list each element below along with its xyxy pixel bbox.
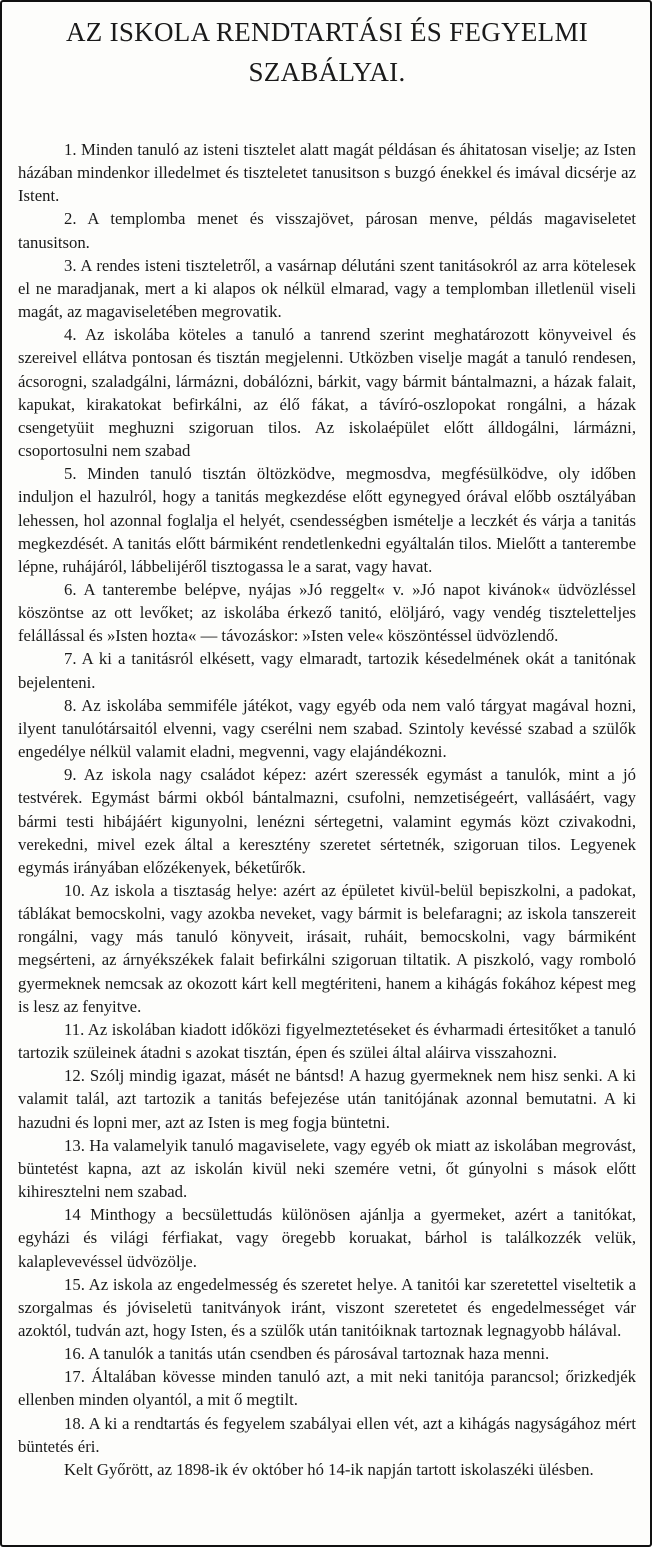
rules-list xyxy=(18,138,636,1458)
document-title xyxy=(18,12,636,92)
rule-14: 14 Minthogy a becsülettudás különösen ajánlja a gyermeket, azért a tanitókat, egyházi és világi férfiakat, vagy öregebb koruakat, bárhol is találkozzék velük, kalaplevevéssel üdvözölje. xyxy=(18,1205,636,1271)
rule-1: 1. Minden tanuló az isteni tisztelet alatt magát példásan és áhitatosan viselje; az Isten házában mindenkor illedelmet és tiszteletet tanusitson s buzgó énekkel és imával dicsérje az Istent. xyxy=(18,140,636,206)
rule-17: 17. Általában kövesse minden tanuló azt, a mit neki tanitója parancsol; őrizkedjék ellenben minden olyantól, a mit ő megtilt. xyxy=(18,1367,636,1410)
rule-3: 3. A rendes isteni tiszteletről, a vasárnap délutáni szent tanitásokról az arra kötelesek el ne maradjanak, mert a ki alapos ok nélkül elmarad, vagy a templomban illetlenül viseli magát, az magaviseletében megrovatik. xyxy=(18,255,636,322)
document-footer: Kelt Győrött, az 1898-ik év október hó 14-ik napján tartott iskolaszéki ülésben. xyxy=(64,1459,594,1479)
rule-2: 2. A templomba menet és visszajövet, párosan menve, példás magaviseletet tanusitson. xyxy=(18,209,636,252)
rule-4: 4. Az iskolába köteles a tanuló a tanrend szerint meghatározott könyveivel és szereivel ellátva pontosan és tisztán megjelenni. Utközben viselje magát a tanuló rendesen, ácsorogni, szaladgálni, lármázni, dobálózni, bárkit, vagy bármit bántalmazni, a házak falait, kapukat, kirakatokat befirkálni, az élő fákat, a távíró-oszlopokat rongálni, a házak csengetyüit meghuzni szigoruan tilos. Az iskolaépület előtt álldogálni, lármázni, csoportosulni nem szabad xyxy=(18,325,636,461)
rule-16: 16. A tanulók a tanitás után csendben és párosával tartoznak haza menni. xyxy=(64,1344,550,1364)
rule-6: 6. A tanterembe belépve, nyájas »Jó reggelt« v. »Jó napot kivánok« üdvözléssel köszöntse az ott levőket; az iskolába érkező tanitó, elöljáró, vagy vendég tiszteletteljes felállással és »Isten hozta« — távozáskor: »Isten vele« köszöntéssel üdvözlendő. xyxy=(18,579,636,646)
title-line-2: SZABÁLYAI. xyxy=(248,57,406,87)
rule-11: 11. Az iskolában kiadott időközi figyelmeztetéseket és évharmadi értesitőket a tanuló tartozik szüleinek átadni s azokat tisztán, épen és szülei által aláirva visszahozni. xyxy=(18,1019,636,1063)
rule-13: 13. Ha valamelyik tanuló magaviselete, vagy egyéb ok miatt az iskolában megrovást, büntetést kapna, azt az iskolán kivül neki szemére vetni, őt gúnyolni s mások előtt kihiresztelni nem szabad. xyxy=(18,1135,636,1202)
rule-9: 9. Az iskola nagy családot képez: azért szeressék egymást a tanulók, mint a jó testvérek. Egymást bármi okból bántalmazni, csufolni, nemzetiségeért, vallásáért, vagy bármi testi hibájáért kigunyolni, lenézni sértegetni, valamint egymás közt czivakodni, verekedni, mivel ezek által a keresztény szeretet sértetnék, szigoruan tilos. Legyenek egymás irányában előzékenyek, béketűrők. xyxy=(18,765,636,877)
rule-10: 10. Az iskola a tisztaság helye: azért az épületet kivül-belül bepiszkolni, a padokat, táblákat bemocskolni, vagy azokba neveket, vagy bármit is belefaragni; az iskola tanszereit rongálni, vagy más tanuló könyveit, irásait, ruháit, bemocskolni, vagy bármiként megsérteni, az árnyékszékek falait befirkálni szigoruan tiltatik. A piszkoló, vagy romboló gyermeknek nemcsak az okozott kárt kell megtériteni, hanem a kihágás fokához képest meg is lesz az fenyitve. xyxy=(18,881,636,1016)
rule-18: 18. A ki a rendtartás és fegyelem szabályai ellen vét, azt a kihágás nagyságához mért büntetés éri. xyxy=(18,1413,636,1456)
rule-12: 12. Szólj mindig igazat, másét ne bántsd! A hazug gyermeknek nem hisz senki. A ki valamit talál, azt tartozik a tanitás befejezése után tanitójának azonnal bemutatni. A ki hazudni és lopni mer, azt az Isten is meg fogja büntetni. xyxy=(18,1066,636,1132)
rule-15: 15. Az iskola az engedelmesség és szeretet helye. A tanitói kar szeretettel viseltetik a szorgalmas és jóviseletü tanitványok iránt, viszont szeretetet és engedelmességet vár azoktól, tudván azt, hogy Isten, és a szülők után tanitóiknak tartoznak legnagyobb hálával. xyxy=(18,1274,636,1340)
title-line-1: AZ ISKOLA RENDTARTÁSI ÉS FEGYELMI xyxy=(65,17,589,47)
rule-5: 5. Minden tanuló tisztán öltözködve, megmosdva, megfésülködve, oly időben induljon el hazulról, hogy a tanitás megkezdése előtt egynegyed órával előbb osztályában lehessen, hol azonnal foglalja el helyét, csendességben ismételje a leczkét és várja a tanitás megkezdését. A tanitás előtt bármiként rendetlenkedni egyáltalán tilos. Mielőtt a tanterembe lépne, ruhájáról, lábbelijéről tisztogassa le a sarat, vagy havat. xyxy=(18,464,636,576)
rule-8: 8. Az iskolába semmiféle játékot, vagy egyéb oda nem való tárgyat magával hozni, ilyent tanulótársaitól elvenni, vagy cserélni nem szabad. Szintoly kevéssé szabad a szülők engedélye nélkül valamit eladni, megvenni, vagy elajándékozni. xyxy=(18,695,636,762)
rule-7: 7. A ki a tanitásról elkésett, vagy elmaradt, tartozik késedelmének okát a tanitónak bejelenteni. xyxy=(18,649,636,692)
